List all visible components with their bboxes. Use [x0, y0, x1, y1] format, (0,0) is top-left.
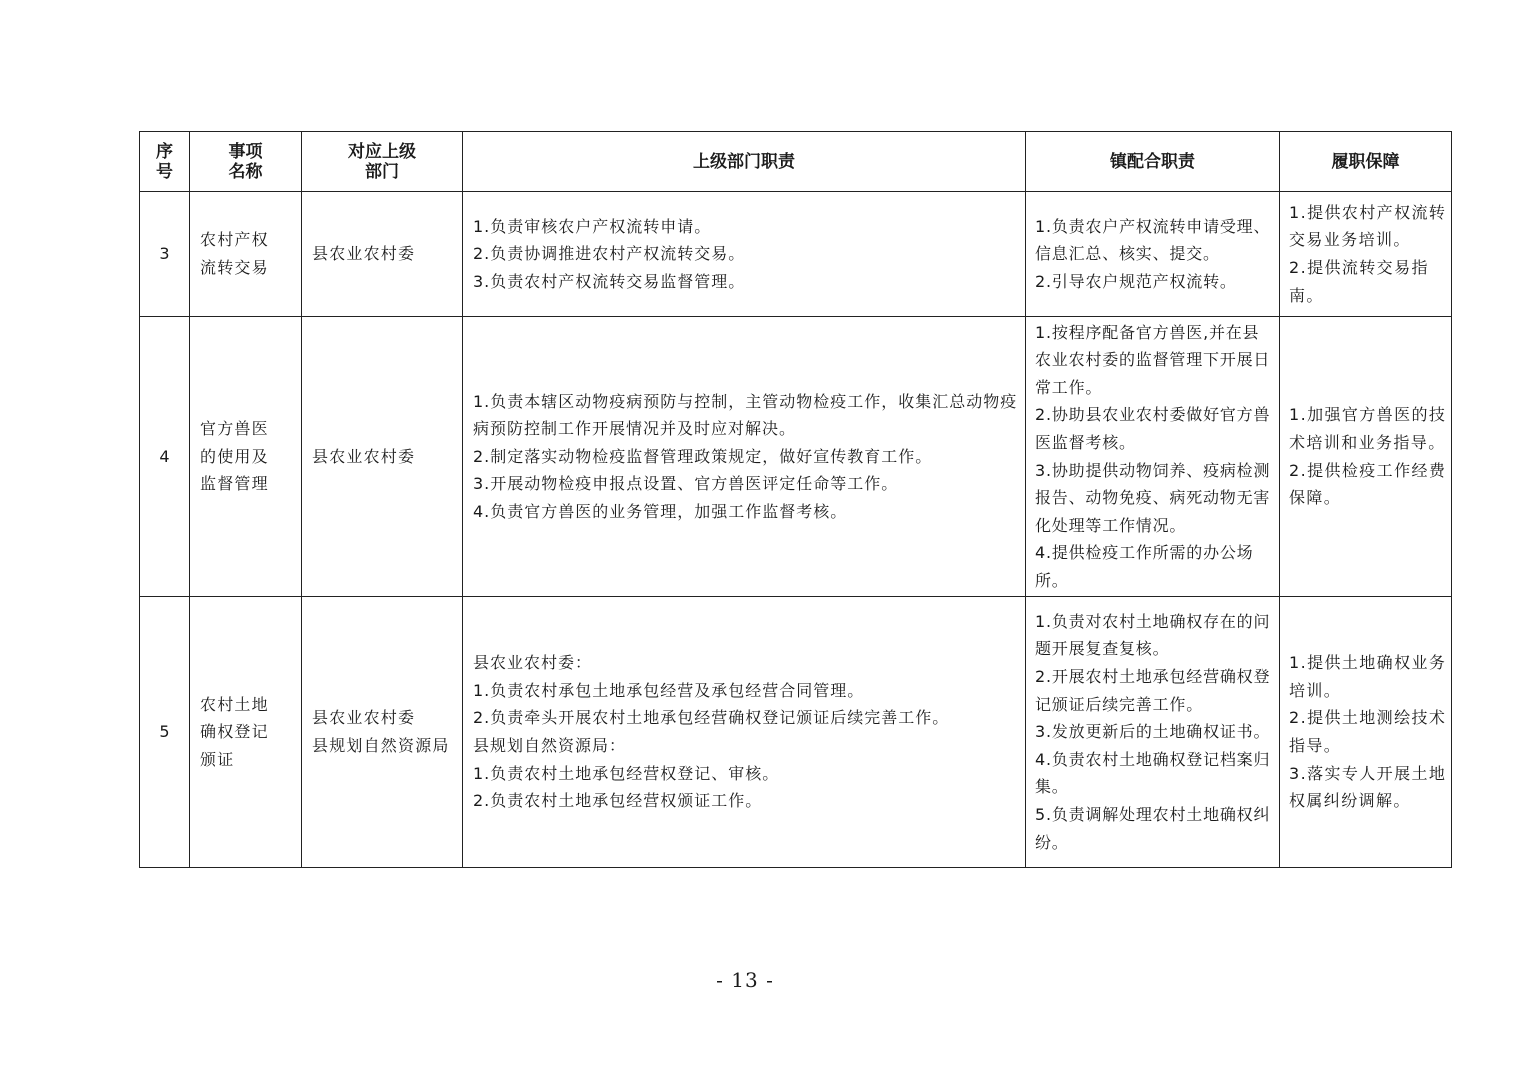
header-guarantee: 履职保障	[1280, 132, 1452, 192]
row-item-name: 农村土地 确权登记 颁证	[190, 597, 302, 868]
row-town-duty: 1.负责农户产权流转申请受理、信息汇总、核实、提交。 2.引导农户规范产权流转。	[1026, 192, 1280, 317]
row-dept: 县农业农村委	[302, 317, 463, 597]
row-item-name: 农村产权 流转交易	[190, 192, 302, 317]
row-upper-duty: 1.负责本辖区动物疫病预防与控制，主管动物检疫工作，收集汇总动物疫病预防控制工作开展情况并及时应对解决。 2.制定落实动物检疫监督管理政策规定，做好宣传教育工作。 3.开展动物检疫申报点设置、官方兽医评定任命等工作。 4.负责官方兽医的业务管理，加强工作监督考核。	[463, 317, 1026, 597]
table-row	[140, 597, 1452, 868]
row-town-duty: 1.按程序配备官方兽医,并在县农业农村委的监督管理下开展日常工作。 2.协助县农业农村委做好官方兽医监督考核。 3.协助提供动物饲养、疫病检测报告、动物免疫、病死动物无害化处理等工作情况。 4.提供检疫工作所需的办公场所。	[1026, 317, 1280, 597]
header-town-duty: 镇配合职责	[1026, 132, 1280, 192]
row-no: 4	[140, 317, 190, 597]
table-row	[140, 192, 1452, 317]
row-upper-duty: 县农业农村委： 1.负责农村承包土地承包经营及承包经营合同管理。 2.负责牵头开展农村土地承包经营确权登记颁证后续完善工作。 县规划自然资源局： 1.负责农村土地承包经营权登记、审核。 2.负责农村土地承包经营权颁证工作。	[463, 597, 1026, 868]
row-no: 3	[140, 192, 190, 317]
page-number: - 13 -	[716, 968, 774, 992]
row-dept: 县农业农村委	[302, 192, 463, 317]
row-no: 5	[140, 597, 190, 868]
row-guarantee: 1.加强官方兽医的技术培训和业务指导。 2.提供检疫工作经费保障。	[1280, 317, 1452, 597]
row-upper-duty: 1.负责审核农户产权流转申请。 2.负责协调推进农村产权流转交易。 3.负责农村产权流转交易监督管理。	[463, 192, 1026, 317]
header-no: 序 号	[140, 132, 190, 192]
row-town-duty: 1.负责对农村土地确权存在的问题开展复查复核。 2.开展农村土地承包经营确权登记颁证后续完善工作。 3.发放更新后的土地确权证书。 4.负责农村土地确权登记档案归集。 5.负责调解处理农村土地确权纠纷。	[1026, 597, 1280, 868]
duty-table	[139, 131, 1452, 868]
row-item-name: 官方兽医 的使用及 监督管理	[190, 317, 302, 597]
table-row	[140, 317, 1452, 597]
header-row	[140, 132, 1452, 192]
row-dept: 县农业农村委 县规划自然资源局	[302, 597, 463, 868]
header-dept: 对应上级 部门	[302, 132, 463, 192]
header-name: 事项 名称	[190, 132, 302, 192]
row-guarantee: 1.提供土地确权业务培训。 2.提供土地测绘技术指导。 3.落实专人开展土地权属纠纷调解。	[1280, 597, 1452, 868]
header-upper-duty: 上级部门职责	[463, 132, 1026, 192]
row-guarantee: 1.提供农村产权流转交易业务培训。 2.提供流转交易指南。	[1280, 192, 1452, 317]
